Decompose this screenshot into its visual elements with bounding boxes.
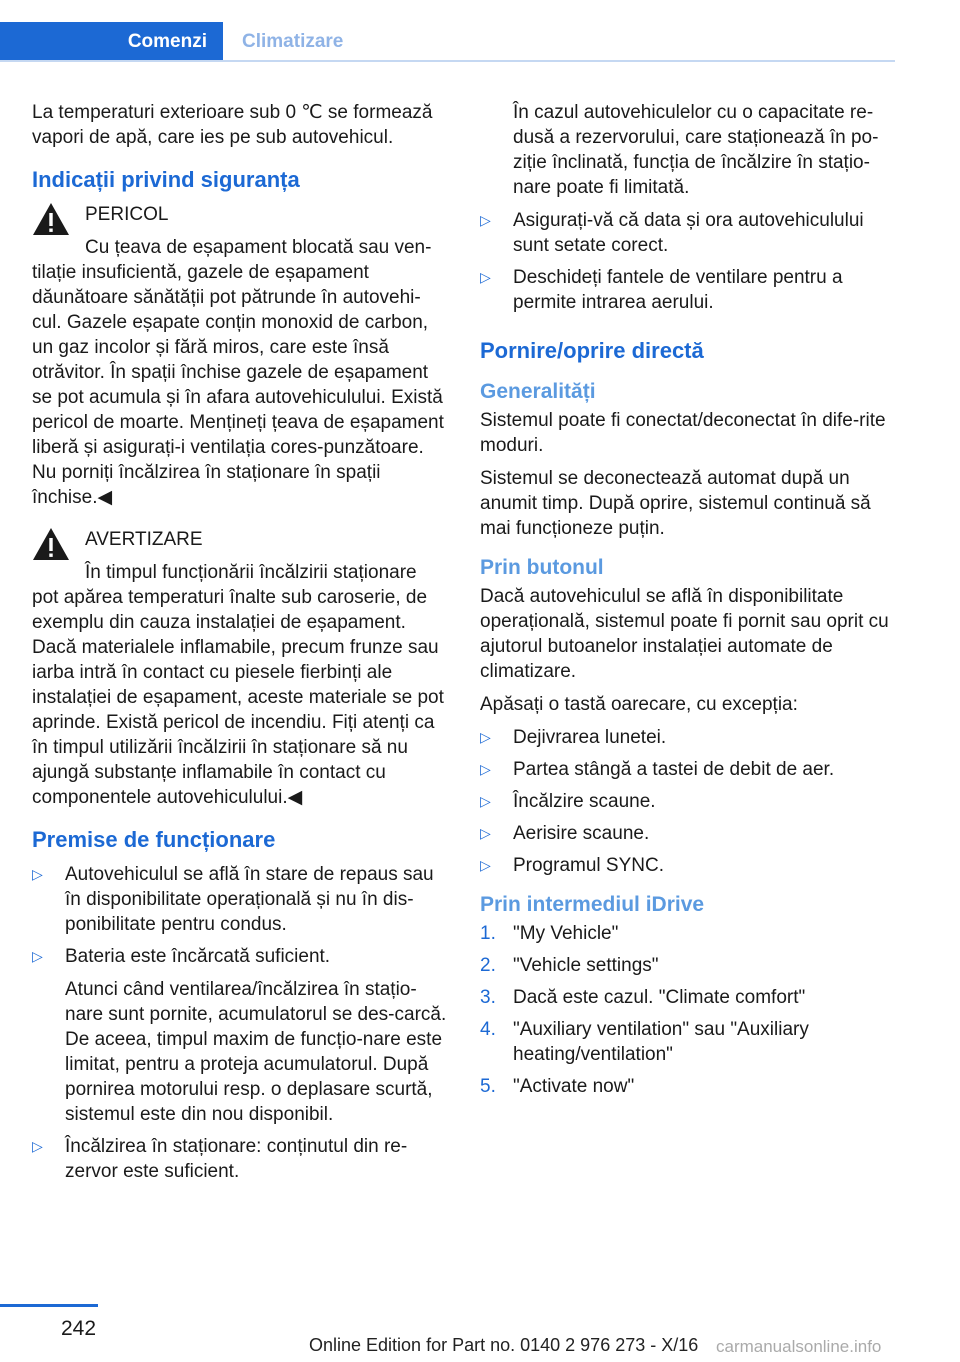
list-item: 2. "Vehicle settings" <box>480 955 659 976</box>
safety-heading: Indicații privind siguranța <box>32 167 300 192</box>
list-item: ▷ Asigurați-vă că data și ora autovehiculului sunt setate corect. <box>480 210 864 256</box>
triangle-bullet-icon: ▷ <box>480 793 491 809</box>
general-paragraph-2: Sistemul se deconectează automat după un anumit timp. După oprire, sistemul continuă să mai funcționeze puțin. <box>480 468 871 539</box>
triangle-bullet-icon: ▷ <box>480 825 491 841</box>
battery-note: Atunci când ventilarea/încălzirea în stațio-nare sunt pornite, acumulatorul se des-carcă. De aceea, timpul maxim de funcțio-nare este limitat, pentru a proteja acumulatorul. După pornirea motorului resp. o deplasare scurtă, sistemul este din nou disponibil. <box>65 979 447 1125</box>
continued-list <box>480 208 896 315</box>
button-heading: Prin butonul <box>480 556 604 579</box>
caution-text-first: În timpul funcționării încălzirii staționare <box>85 562 417 583</box>
danger-title: PERICOL <box>85 204 169 225</box>
list-item: ▷ Autovehiculul se află în stare de repaus sau în disponibilitate operațională și nu în dis-ponibilitate pentru condus. <box>32 864 434 935</box>
button-paragraph-1: Dacă autovehiculul se află în disponibilitate operațională, sistemul poate fi pornit sau oprit cu ajutorul butoanelor instalației automate de climatizare. <box>480 586 889 682</box>
header-divider <box>0 60 895 62</box>
triangle-bullet-icon: ▷ <box>32 1138 43 1154</box>
triangle-bullet-icon: ▷ <box>480 761 491 777</box>
list-item: 3. Dacă este cazul. "Climate comfort" <box>480 987 806 1008</box>
list-item: ▷ Dejivrarea lunetei. <box>480 727 667 748</box>
triangle-bullet-icon: ▷ <box>480 857 491 873</box>
warning-triangle-icon <box>32 202 70 236</box>
idrive-steps <box>480 921 896 1099</box>
continued-paragraph: În cazul autovehiculelor cu o capacitate re-dusă a rezervorului, care staționează în po-ziție înclinată, funcția de încălzire în stațio-nare poate fi limitată. <box>513 102 879 198</box>
page-number: 242 <box>61 1317 97 1340</box>
danger-text: tilație insuficientă, gazele de eșapament dăunătoare sănătății pot pătrunde în autovehi-cul. Gazele eșapate conțin monoxid de carbon, un gaz incolor și fără miros, care este însă otrăvitor. În spații închise gazele de eșapament se pot acumula și în afara autovehiculului. Există pericol de moarte. Mențineți țeava de eșapament liberă și asigurați-i ventilația cores-punzătoare. Nu porniți încălzirea în staționare în spații închise.◀ <box>32 262 444 508</box>
triangle-bullet-icon: ▷ <box>32 866 43 882</box>
caution-warning <box>32 527 448 810</box>
list-item: ▷ Partea stângă a tastei de debit de aer. <box>480 759 835 780</box>
general-paragraph-1: Sistemul poate fi conectat/deconectat în dife-rite moduri. <box>480 410 886 456</box>
header-tabs <box>0 22 895 62</box>
triangle-bullet-icon: ▷ <box>480 729 491 745</box>
triangle-bullet-icon: ▷ <box>480 269 491 285</box>
list-item: ▷ Încălzire scaune. <box>480 791 656 812</box>
danger-warning <box>32 202 448 510</box>
intro-paragraph: La temperaturi exterioare sub 0 ℃ se formează vapori de apă, care ies pe sub autovehicul. <box>32 102 433 148</box>
list-item: ▷ Bateria este încărcată suficient. Atunci când ventilarea/încălzirea în stațio-nare sunt pornite, acumulatorul se des-carcă. De aceea, timpul maxim de funcțio-nare este limitat, pentru a proteja acumulatorul. După pornirea motorului resp. o deplasare scurtă, sistemul este din nou disponibil. <box>32 946 447 1125</box>
prereq-list <box>32 862 448 1184</box>
list-item: ▷ Aerisire scaune. <box>480 823 650 844</box>
triangle-bullet-icon: ▷ <box>32 948 43 964</box>
list-item: ▷ Programul SYNC. <box>480 855 664 876</box>
list-item: 5. "Activate now" <box>480 1076 635 1097</box>
list-item: 4. "Auxiliary ventilation" sau "Auxiliary heating/ventilation" <box>480 1019 809 1065</box>
button-exception-list <box>480 725 896 878</box>
list-item: ▷ Încălzirea în staționare: conținutul din re-zervor este suficient. <box>32 1136 408 1182</box>
prereq-heading: Premise de funcționare <box>32 827 276 852</box>
footer-rule <box>0 1304 98 1307</box>
list-item: ▷ Deschideți fantele de ventilare pentru a permite intrarea aerului. <box>480 267 843 313</box>
watermark: carmanualsonline.info <box>716 1337 882 1356</box>
caution-text: pot apărea temperaturi înalte sub caroserie, de exemplu din cauza instalației de eșapament. Dacă materialele inflamabile, precum frunze sau iarba intră în contact cu piesele fierbinți ale instalației de eșapament, aceste materiale se pot aprinde. Există pericol de incendiu. Fiți atenți ca în timpul utilizării încălzirii în staționare să nu ajungă substanțe inflamabile în contact cu componentele autovehiculului.◀ <box>32 587 444 808</box>
danger-text-first: Cu țeava de eșapament blocată sau ven- <box>85 237 432 258</box>
warning-triangle-icon <box>32 527 70 561</box>
triangle-bullet-icon: ▷ <box>480 212 491 228</box>
button-paragraph-2: Apăsați o tastă oarecare, cu excepția: <box>480 694 798 715</box>
tab-comenzi[interactable]: Comenzi <box>0 22 223 62</box>
caution-title: AVERTIZARE <box>85 529 203 550</box>
direct-start-heading: Pornire/oprire directă <box>480 338 704 363</box>
list-item: 1. "My Vehicle" <box>480 923 619 944</box>
general-heading: Generalități <box>480 380 596 403</box>
right-column <box>480 100 896 1106</box>
idrive-heading: Prin intermediul iDrive <box>480 893 705 916</box>
left-column <box>32 100 448 1192</box>
tab-climatizare[interactable]: Climatizare <box>242 31 344 52</box>
edition-text: Online Edition for Part no. 0140 2 976 273 - X/16 <box>309 1335 699 1355</box>
